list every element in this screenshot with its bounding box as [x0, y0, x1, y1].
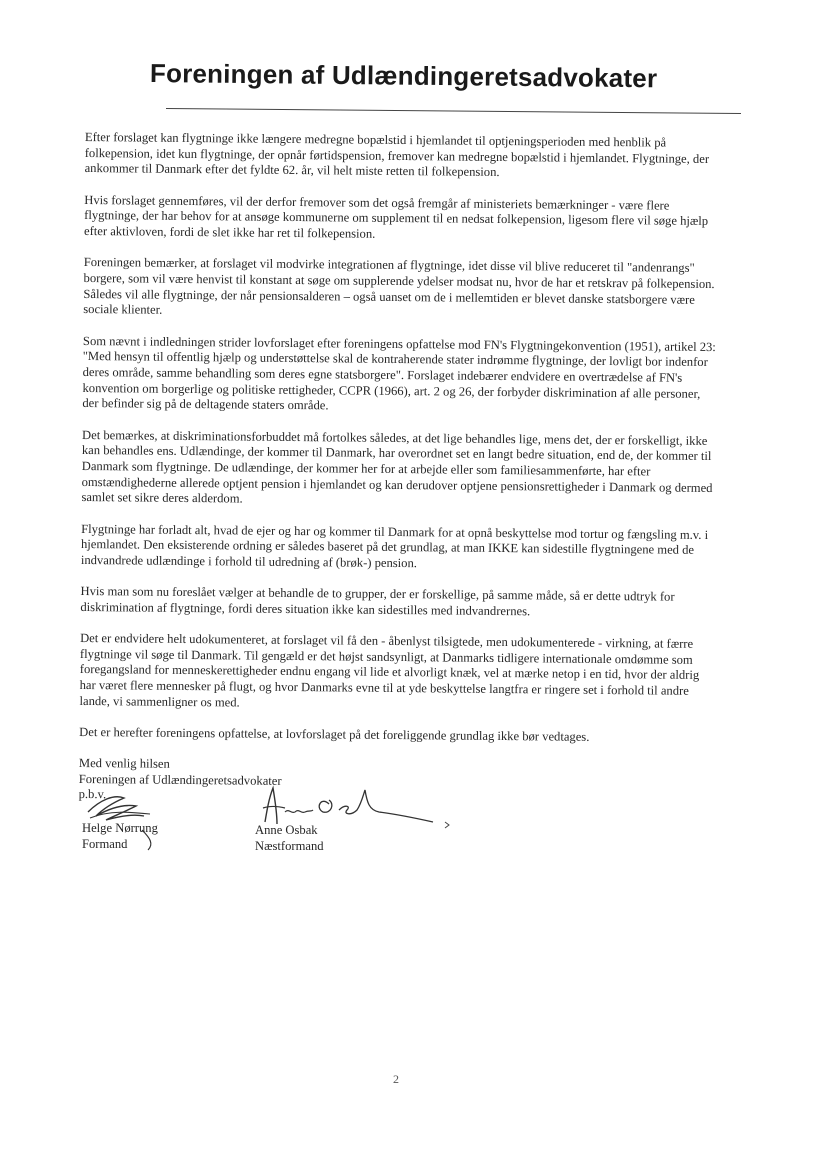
signatory-2: [255, 822, 324, 854]
letter-body: [79, 130, 721, 809]
paragraph-4: Som nævnt i indledningen strider lovforslaget efter foreningens opfattelse mod FN's Flygtningekonvention (1951), artikel 23: "Med hensyn til offentlig hjælp og understøttelse skal de kontraherende stater indrømme flygtninge, der lovligt bor indenfor deres område, samme behandling som deres egne statsborgere". Forslaget indebærer endvidere en overtrædelse af FN's konvention om borgerlige og politiske rettigheder, CCPR (1966), art. 2 og 26, der forbyder diskrimination af alle personer, der befinder sig på de deltagende staters område.: [82, 333, 716, 413]
paragraph-7: Hvis man som nu foreslået vælger at behandle de to grupper, der er forskellige, på samme måde, så er dette udtryk for diskrimination af flygtninge, fordi deres situation ikke kan sidestilles med indvandrernes.: [80, 584, 675, 619]
signatory-1-name: Helge Nørrung: [82, 821, 158, 835]
closing-organization: Foreningen af Udlændingeretsadvokater: [78, 771, 282, 788]
signatory-2-role: Næstformand: [255, 839, 324, 853]
page-number: 2: [393, 1072, 399, 1086]
document-title: Foreningen af Udlændingeretsadvokater: [149, 58, 658, 94]
signatory-2-name: Anne Osbak: [255, 823, 318, 837]
closing-pbv: p.b.v.: [78, 787, 107, 802]
paragraph-9: Det er herefter foreningens opfattelse, at lovforslaget på det foreliggende grundlag ikke bør vedtages.: [79, 725, 590, 744]
closing-greeting: Med venlig hilsen: [78, 756, 170, 772]
paragraph-2: Hvis forslaget gennemføres, vil der derfor fremover som det også fremgår af ministeriets bemærkninger - være flere flygtninge, der har behov for at ansøge kommunerne om supplement til en nedsat folkepension, ligesom flere vil søge hjælp efter aktivloven, fordi de slet ikke har ret til folkepension.: [83, 192, 709, 241]
title-underline: [166, 108, 741, 114]
paragraph-5: Det bemærkes, at diskriminationsforbuddet må fortolkes således, at det lige behandles lige, mens det, der er forskelligt, ikke kan behandles ens. Udlændinge, der kommer til Danmark, har overordnet set en langt bedre situation, end de, der kommer til Danmark som flygtninge. De udlændinge, der kommer her for at arbejde eller som familiesammenførte, har efter omstændighederne allerede optjent pension i hjemlandet og kan derudover optjene pensionsrettigheder i Danmark og dermed samlet set sikre deres alderdom.: [81, 427, 713, 506]
signatory-1-role: Formand: [82, 837, 128, 851]
paragraph-3: Foreningen bemærker, at forslaget vil modvirke integrationen af flygtninge, idet disse vil blive reduceret til "andenrangs" borgere, som vil være henvist til konstant at søge om supplerende ydelser modsat nu, hvor de har et retskrav på folkepension. Således vil alle flygtninge, der når pensionsalderen – også uanset om de i mellemtiden er blevet danske statsborgere være sociale klienter.: [83, 255, 715, 318]
signatory-1: [82, 820, 158, 852]
paragraph-1: Efter forslaget kan flygtninge ikke længere medregne bopælstid i hjemlandet til optjeningsperioden med henblik på folkepension, idet kun flygtninge, der opnår førtidspension, fremover kan medregne bopælstid i hjemlandet. Flygtninge, der ankommer til Danmark efter det fyldte 62. år, vil helt miste retten til folkepension.: [84, 130, 710, 180]
paragraph-6: Flygtninge har forladt alt, hvad de ejer og har og kommer til Danmark for at opnå beskyttelse mod tortur og fængsling m.v. i hjemlandet. Den eksisterende ordning er således baseret på det grundlag, at man IKKE kan sidestille flygtningene med de indvandrede udlændinge i forhold til udredning af (brøk-) pension.: [80, 521, 709, 571]
paragraph-8: Det er endvidere helt udokumenteret, at forslaget vil få den - åbenlyst tilsigtede, men udokumenterede - virkning, at færre flygtninge vil søge til Danmark. Til gengæld er det højst sandsynligt, at Danmarks tidligere internationale omdømme som foregangsland for menneskerettigheder endnu engang vil lide et alvorligt knæk, vel at mærke netop i en tid, hvor der aldrig har været flere mennesker på flugt, og hvor Danmarks evne til at yde beskyttelse langtfra er ringere set i forhold til andre lande, vi sammenligner os med.: [79, 631, 700, 710]
